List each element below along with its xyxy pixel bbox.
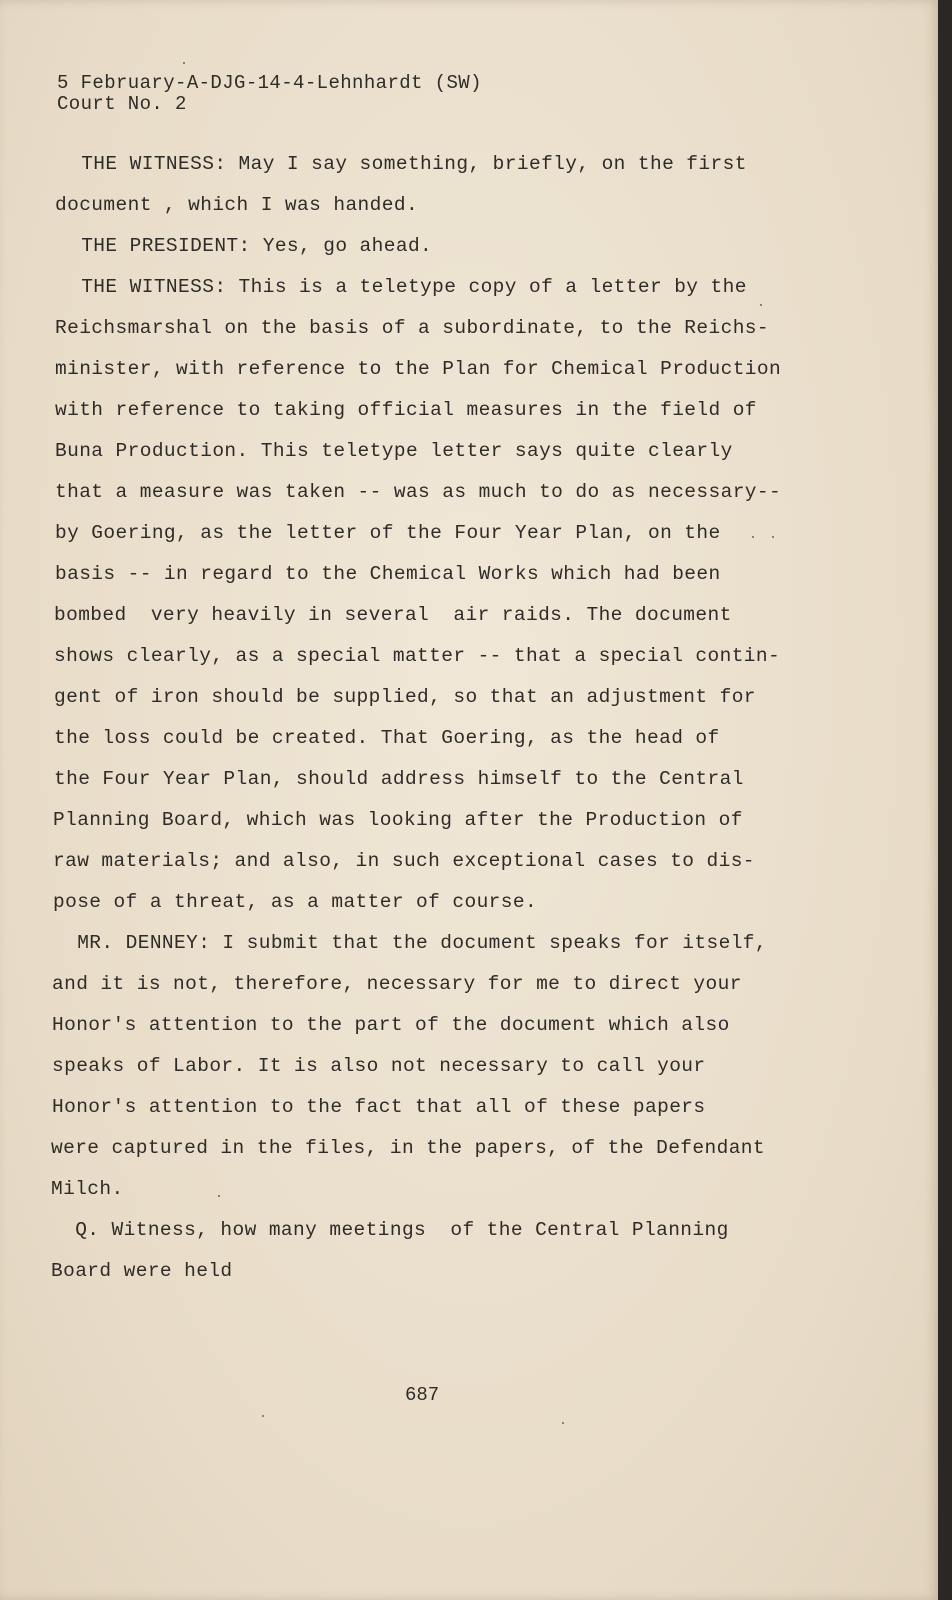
page-number: 687 [405,1384,440,1406]
body-line: MR. DENNEY: I submit that the document speaks for itself, [53,932,768,954]
paper-speck [760,304,762,306]
body-line: Honor's attention to the part of the document which also [52,1014,730,1036]
paper-speck [262,1415,264,1417]
body-line: Buna Production. This teletype letter says quite clearly [55,440,733,462]
body-line: pose of a threat, as a matter of course. [53,891,538,913]
body-line: that a measure was taken -- was as much to do as necessary-- [55,481,782,503]
body-line: minister, with reference to the Plan for Chemical Production [55,358,782,380]
body-line: were captured in the files, in the papers, of the Defendant [51,1137,766,1159]
paper-speck [218,1195,220,1197]
paper-speck [183,62,185,64]
body-line: Q. Witness, how many meetings of the Central Planning [51,1219,729,1241]
paper-speck [562,1422,564,1424]
body-line: the Four Year Plan, should address himself to the Central [54,768,744,790]
body-line: Board were held [51,1260,233,1282]
body-line: Honor's attention to the fact that all of these papers [52,1096,706,1118]
scan-edge [938,0,952,1600]
body-line: gent of iron should be supplied, so that an adjustment for [54,686,756,708]
body-line: THE PRESIDENT: Yes, go ahead. [57,235,433,257]
body-line: Planning Board, which was looking after the Production of [53,809,743,831]
header-line-2: Court No. 2 [57,93,187,115]
body-line: shows clearly, as a special matter -- that a special contin- [54,645,781,667]
body-line: the loss could be created. That Goering, as the head of [54,727,720,749]
body-line: Reichsmarshal on the basis of a subordinate, to the Reichs- [55,317,770,339]
body-line: THE WITNESS: This is a teletype copy of a letter by the [57,276,747,298]
body-line: by Goering, as the letter of the Four Year Plan, on the [55,522,721,544]
body-line: Milch. [51,1178,124,1200]
body-line: bombed very heavily in several air raids. The document [54,604,732,626]
body-line: raw materials; and also, in such exceptional cases to dis- [53,850,755,872]
body-line: and it is not, therefore, necessary for me to direct your [52,973,742,995]
body-line: with reference to taking official measures in the field of [55,399,757,421]
paper-speck [772,536,774,538]
header-line-1: 5 February-A-DJG-14-4-Lehnhardt (SW) [57,72,482,94]
body-line: basis -- in regard to the Chemical Works which had been [55,563,721,585]
paper-speck [752,536,754,538]
body-line: document , which I was handed. [55,194,419,216]
body-line: speaks of Labor. It is also not necessary to call your [52,1055,706,1077]
body-line: THE WITNESS: May I say something, briefly, on the first [57,153,747,175]
